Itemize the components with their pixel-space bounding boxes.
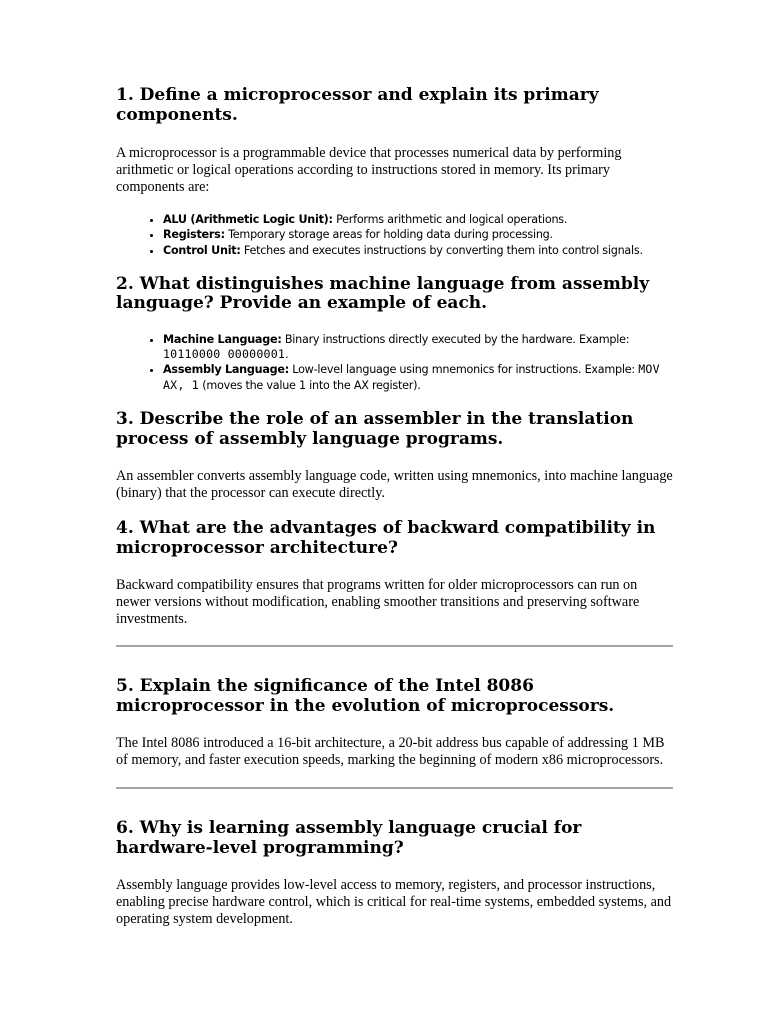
list-item bbox=[163, 362, 673, 393]
section-6 bbox=[116, 819, 673, 928]
section-heading: 2. What distinguishes machine language from assembly language? Provide an example of each. bbox=[116, 273, 650, 314]
list-item-text: Binary instructions directly executed by the hardware. Example: bbox=[281, 332, 630, 346]
section-heading: 6. Why is learning assembly language crucial for hardware-level programming? bbox=[116, 818, 582, 858]
list-item-text: Temporary storage areas for holding data during processing. bbox=[224, 228, 553, 242]
section-heading: 3. Describe the role of an assembler in the translation process of assembly language programs. bbox=[116, 409, 634, 449]
section-2 bbox=[116, 275, 673, 393]
list-item-term: ALU (Arithmetic Logic Unit): bbox=[163, 213, 333, 226]
list-item bbox=[163, 212, 673, 227]
list-item bbox=[163, 227, 673, 242]
code-example: MOV AX, 1 bbox=[163, 362, 660, 392]
section-paragraph: Backward compatibility ensures that programs written for older microprocessors can run on newer versions without modification, enabling smoother transitions and preserving software investments. bbox=[116, 577, 640, 628]
section-paragraph: An assembler converts assembly language code, written using mnemonics, into machine language (binary) that the processor can execute directly. bbox=[116, 468, 673, 502]
list-item bbox=[163, 332, 673, 363]
list-item bbox=[163, 243, 673, 258]
section-heading: 4. What are the advantages of backward compatibility in microprocessor architecture? bbox=[116, 518, 656, 558]
section-paragraph: A microprocessor is a programmable device that processes numerical data by performing arithmetic or logical operations according to instructions stored in memory. Its primary components are: bbox=[116, 145, 622, 195]
document-page bbox=[116, 86, 673, 928]
list-item-term: Control Unit: bbox=[163, 243, 241, 257]
list-item-text: Low-level language using mnemonics for instructions. Example: bbox=[289, 363, 639, 377]
section-3 bbox=[116, 410, 673, 502]
section-4 bbox=[116, 519, 673, 628]
list-item-term: Machine Language: bbox=[163, 332, 282, 346]
list-item-text-after: (moves the value 1 into the AX register). bbox=[198, 378, 421, 392]
list-item-text: Performs arithmetic and logical operations. bbox=[332, 213, 568, 226]
list-item-term: Registers: bbox=[163, 228, 225, 242]
section-heading: 5. Explain the significance of the Intel 8086 microprocessor in the evolution of microprocessors. bbox=[116, 676, 615, 716]
list-item-term: Assembly Language: bbox=[163, 363, 289, 377]
code-example: 10110000 00000001 bbox=[163, 347, 286, 362]
section-paragraph: Assembly language provides low-level access to memory, registers, and processor instructions, enabling precise hardware control, which is critical for real-time systems, embedded systems, and operating system development. bbox=[116, 877, 672, 928]
section-5 bbox=[116, 677, 673, 769]
list-item-text: Fetches and executes instructions by converting them into control signals. bbox=[240, 243, 643, 257]
bullet-list bbox=[116, 212, 673, 258]
list-item-text-after: . bbox=[285, 348, 289, 362]
bullet-list bbox=[116, 332, 673, 393]
horizontal-divider bbox=[116, 787, 673, 789]
section-heading: 1. Define a microprocessor and explain its primary components. bbox=[116, 85, 599, 125]
section-paragraph: The Intel 8086 introduced a 16-bit architecture, a 20-bit address bus capable of addressing 1 MB of memory, and faster execution speeds, marking the beginning of modern x86 microprocessors. bbox=[116, 735, 665, 769]
section-1 bbox=[116, 86, 673, 258]
horizontal-divider bbox=[116, 645, 673, 647]
